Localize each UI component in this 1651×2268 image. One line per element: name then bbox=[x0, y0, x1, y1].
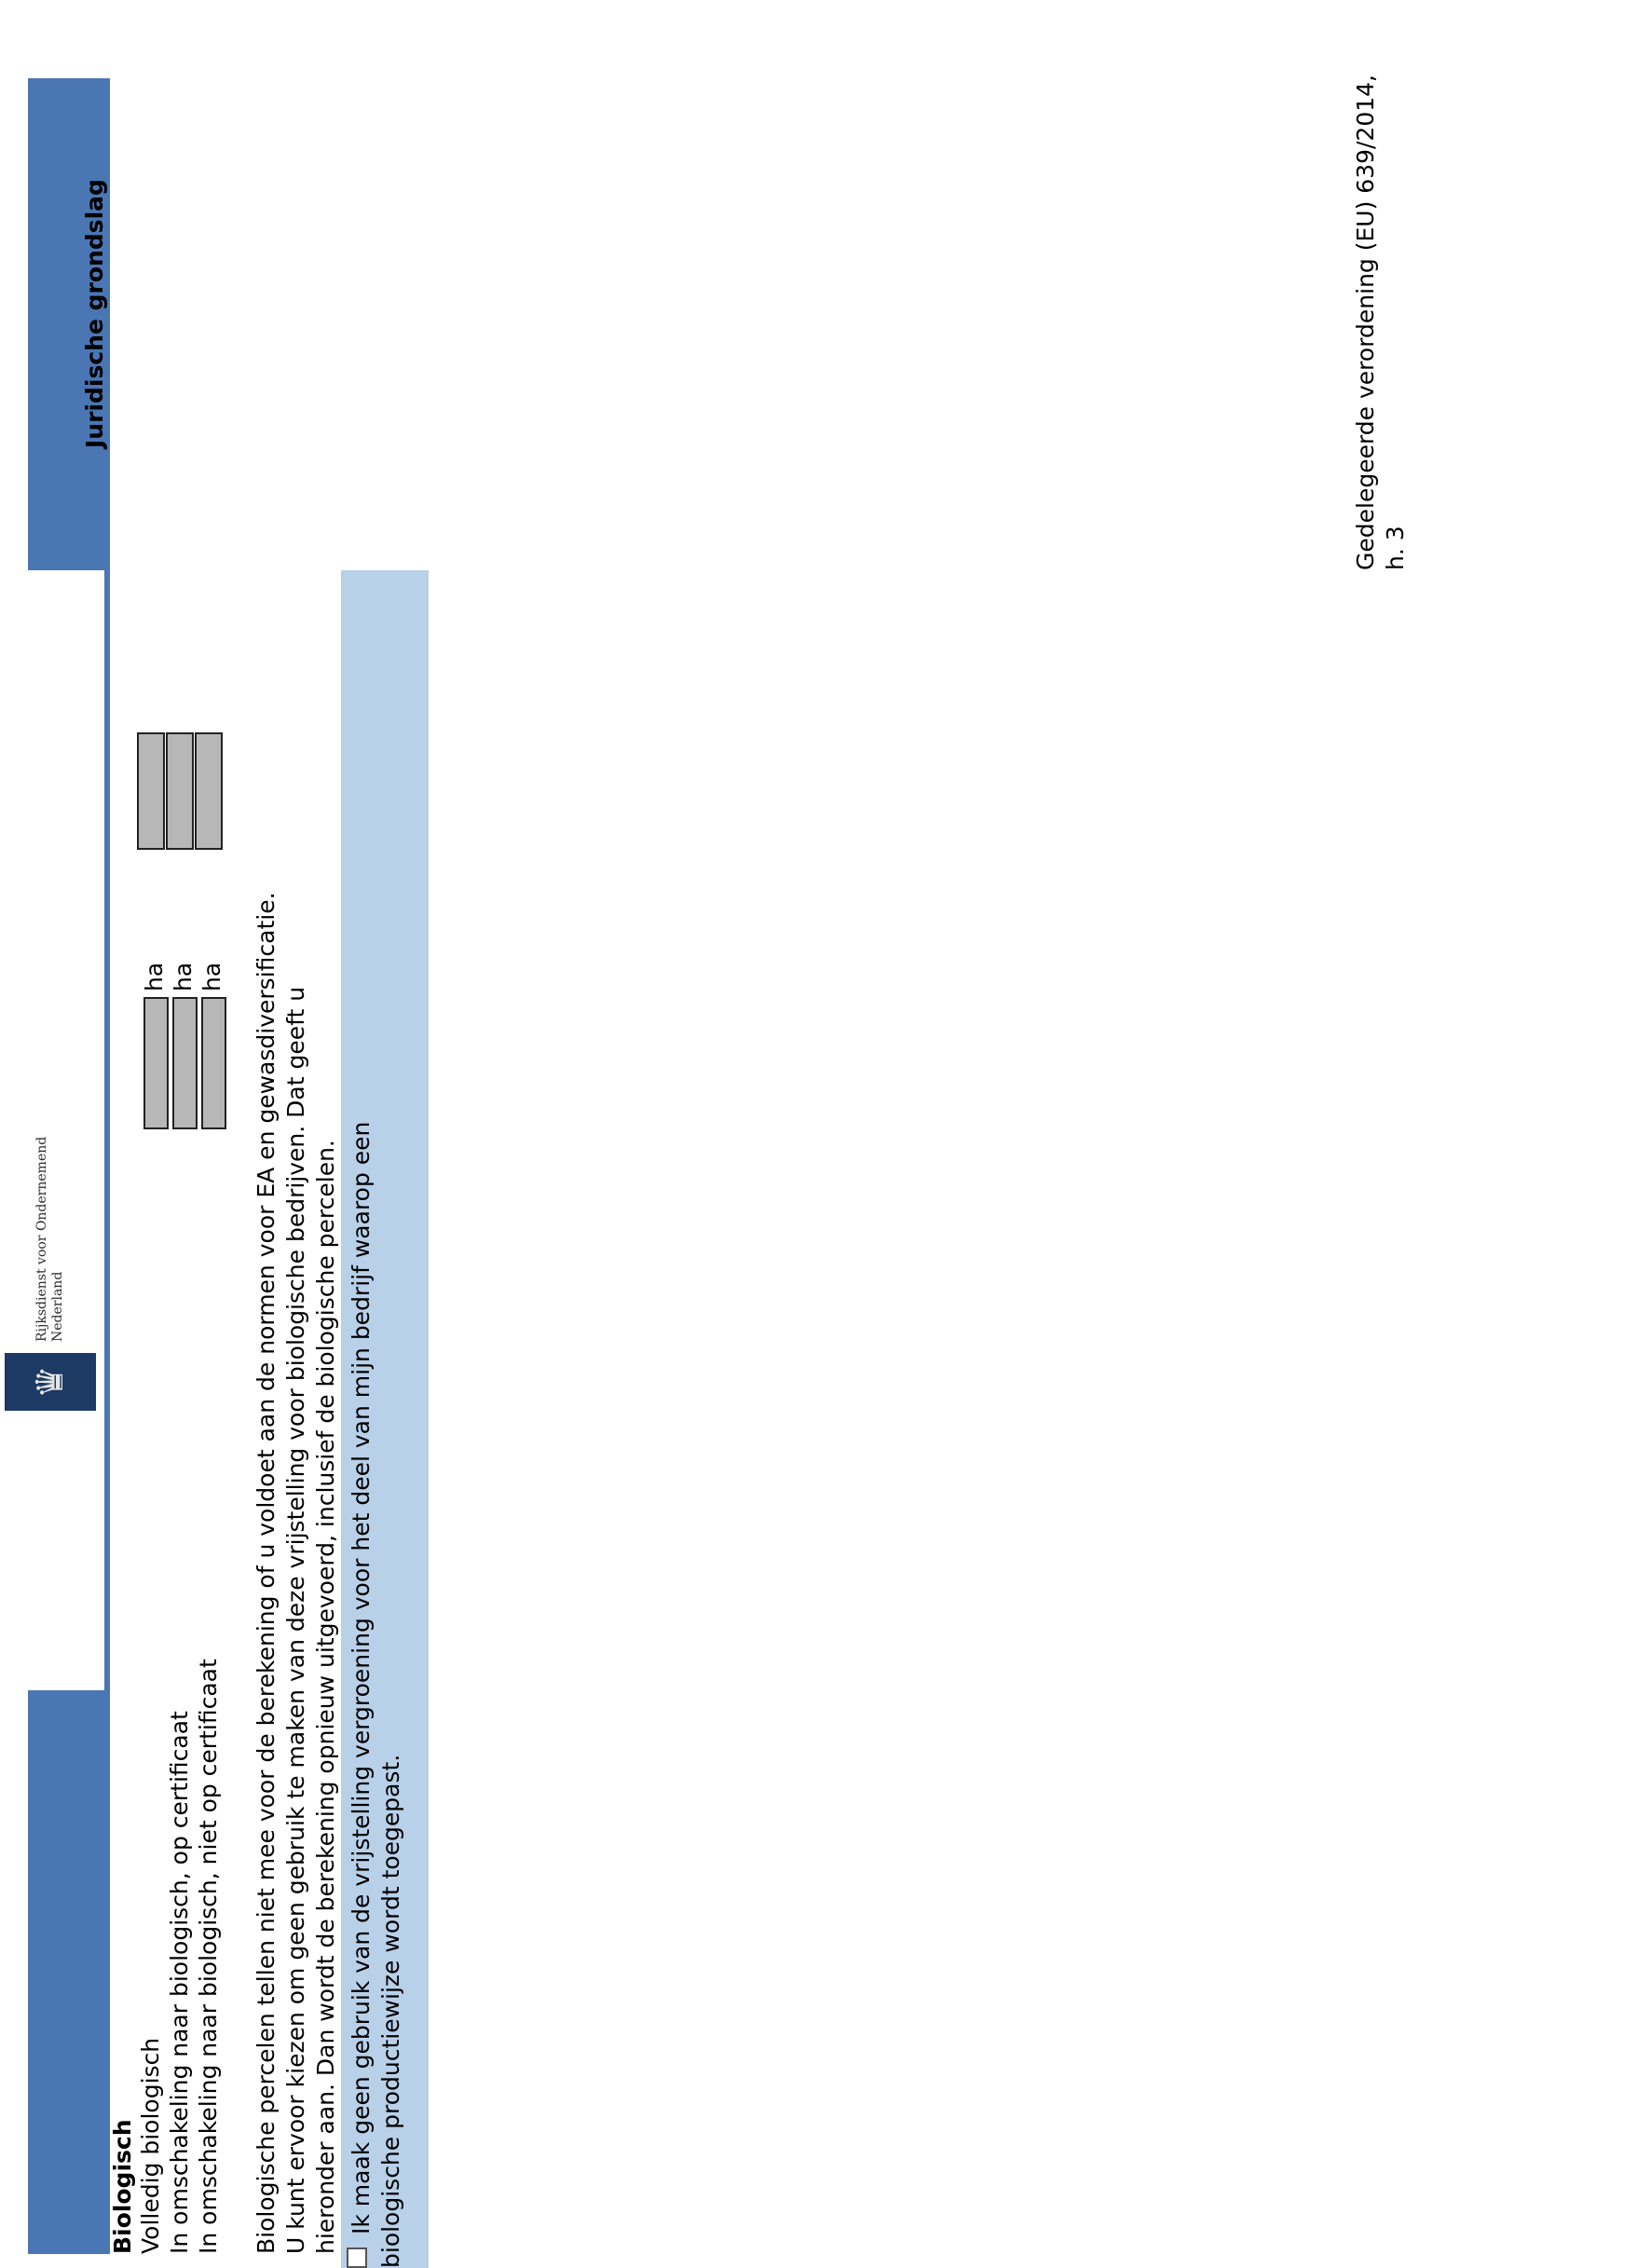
unit-ha-3: ha bbox=[198, 962, 225, 991]
checkbox-label-line-1: Ik maak geen gebruik van de vrijstelling vergroening voor het deel van mijn bedrijf waarop een bbox=[348, 1121, 375, 2234]
legal-basis-heading: Juridische grondslag bbox=[81, 179, 108, 448]
section-title: Biologisch bbox=[109, 2119, 136, 2254]
row-label-conversion-certified: In omschakeling naar biologisch, op certificaat bbox=[166, 1711, 193, 2254]
result-field-3 bbox=[195, 732, 223, 850]
row-label-fully-organic: Volledig biologisch bbox=[137, 2037, 164, 2254]
header-bar-underline bbox=[104, 570, 110, 1690]
hectare-input-conversion-uncertified[interactable] bbox=[201, 997, 226, 1129]
unit-ha-2: ha bbox=[170, 962, 197, 991]
paragraph-line-2: U kunt ervoor kiezen om geen gebruik te maken van deze vrijstelling voor biologische bedrijven. Dat geeft u bbox=[282, 986, 309, 2254]
logo-text bbox=[34, 1137, 66, 1342]
legal-basis-line-2: h. 3 bbox=[1382, 526, 1409, 570]
result-field-1 bbox=[137, 732, 165, 850]
hectare-input-fully-organic[interactable] bbox=[143, 997, 169, 1129]
hectare-input-conversion-certified[interactable] bbox=[172, 997, 198, 1129]
result-field-2 bbox=[166, 732, 194, 850]
legal-basis-text bbox=[1351, 75, 1411, 570]
logo-text-line2: Nederland bbox=[50, 1271, 65, 1342]
rvo-logo bbox=[5, 1137, 96, 1411]
unit-ha-1: ha bbox=[141, 962, 168, 991]
paragraph-line-3: hieronder aan. Dan wordt de berekening opnieuw uitgevoerd, inclusief de biologische percelen. bbox=[312, 1140, 339, 2254]
explanation-paragraph bbox=[252, 838, 341, 2254]
header-bar-left bbox=[28, 1690, 110, 2254]
paragraph-line-1: Biologische percelen tellen niet mee voor de berekening of u voldoet aan de normen voor EA en gewasdiversificatie. bbox=[252, 892, 280, 2254]
coat-of-arms-icon: ♛ bbox=[5, 1353, 96, 1411]
checkbox-label bbox=[347, 1122, 406, 2268]
checkbox-label-line-2: biologische productiewijze wordt toegepast. bbox=[377, 1754, 404, 2268]
row-label-conversion-uncertified: In omschakeling naar biologisch, niet op certificaat bbox=[195, 1659, 222, 2254]
logo-text-line1: Rijksdienst voor Ondernemend bbox=[34, 1136, 49, 1342]
legal-basis-line-1: Gedelegeerde verordening (EU) 639/2014, bbox=[1352, 75, 1379, 570]
